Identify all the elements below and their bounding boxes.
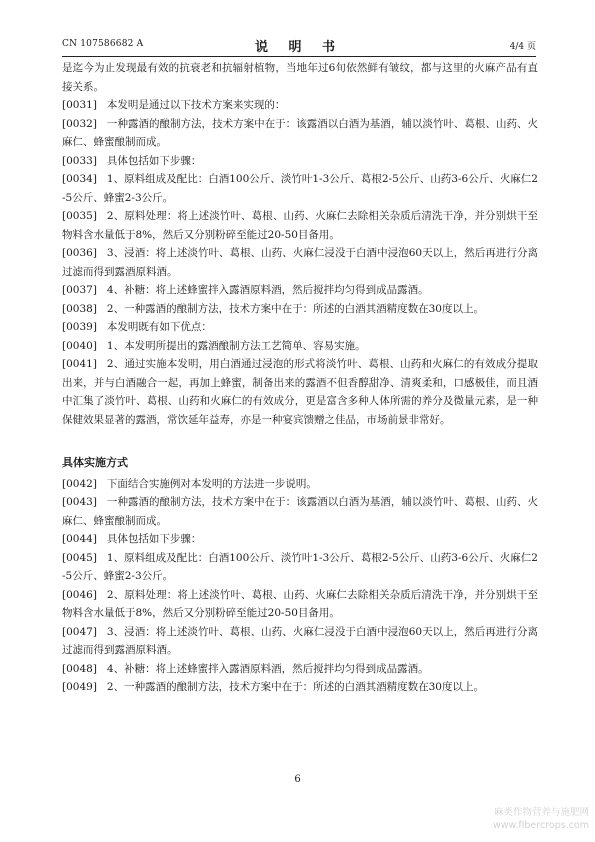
paragraph-text: 一种露酒的酿制方法，技术方案中在于：该露酒以白酒为基酒，辅以淡竹叶、葛根、山药、火麻仁、蜂蜜酿制而成。 xyxy=(62,117,538,148)
paragraph-number: [0043] xyxy=(62,496,97,508)
page-label: 4/4 页 xyxy=(509,42,536,52)
paragraph-text: 2、一种露酒的酿制方法，技术方案中在于：所述的白酒其酒精度数在30度以上。 xyxy=(106,302,484,315)
paragraph-number: [0049] xyxy=(62,681,97,693)
paragraph-text: 1、原料组成及配比：白酒100公斤、淡竹叶1-3公斤、葛根2-5公斤、山药3-6公斤、火麻仁2-5公斤、蜂蜜2-3公斤。 xyxy=(62,551,538,582)
paragraph-number: [0041] xyxy=(62,358,97,370)
numbered-paragraph xyxy=(62,355,538,429)
paragraph-text: 下面结合实施例对本发明的方法进一步说明。 xyxy=(106,477,317,490)
numbered-paragraph xyxy=(62,660,538,679)
numbered-paragraph xyxy=(62,207,538,244)
numbered-paragraph xyxy=(62,115,538,152)
paragraph-number: [0047] xyxy=(62,625,97,638)
paragraph-text: 4、补糖：将上述蜂蜜拌入露酒原料酒，然后搅拌均匀得到成品露酒。 xyxy=(106,284,429,296)
paragraph-number: [0045] xyxy=(62,551,97,564)
numbered-paragraph xyxy=(62,281,538,300)
paragraph-number: [0042] xyxy=(62,477,97,490)
paragraph-number: [0048] xyxy=(62,662,97,675)
paragraph-number: [0032] xyxy=(62,117,97,130)
page-header xyxy=(62,36,536,54)
paragraph-number: [0046] xyxy=(62,588,97,601)
paragraph-text: 具体包括如下步骤： xyxy=(106,154,202,167)
numbered-paragraph xyxy=(62,96,538,115)
numbered-paragraph xyxy=(62,530,538,549)
watermark xyxy=(493,806,589,832)
watermark-url: www.fibercrops.com xyxy=(492,820,589,831)
numbered-paragraph xyxy=(62,244,538,281)
paragraph-text: 1、原料组成及配比：白酒100公斤、淡竹叶1-3公斤、葛根2-5公斤、山药3-6公斤、火麻仁2-5公斤、蜂蜜2-3公斤。 xyxy=(62,173,538,204)
numbered-paragraph xyxy=(62,318,538,337)
numbered-paragraph xyxy=(62,586,538,623)
numbered-paragraph xyxy=(62,549,538,586)
numbered-paragraph xyxy=(62,678,538,697)
document-title: 说 明 书 xyxy=(254,40,344,55)
description-body xyxy=(62,59,538,697)
paragraph-number: [0035] xyxy=(62,210,97,222)
paragraph-number: [0031] xyxy=(62,99,97,111)
paragraph-list-top xyxy=(62,96,538,429)
paragraph-text: 本发明是通过以下技术方案来实现的： xyxy=(106,99,286,111)
intro-paragraph: 是迄今为止发现最有效的抗衰老和抗辐射植物，当地年过6旬依然鲜有皱纹，都与这里的火麻产品有直接关系。 xyxy=(62,62,538,93)
paragraph-number: [0034] xyxy=(62,173,97,185)
paragraph-text: 2、原料处理：将上述淡竹叶、葛根、山药、火麻仁去除相关杂质后清洗干净，并分别烘干至物料含水量低于8%，然后又分别粉碎至能过20-50目备用。 xyxy=(62,588,538,619)
numbered-paragraph xyxy=(62,475,538,494)
paragraph-number: [0036] xyxy=(62,247,97,259)
header-divider xyxy=(62,56,536,57)
paragraph-text: 一种露酒的酿制方法，技术方案中在于：该露酒以白酒为基酒，辅以淡竹叶、葛根、山药、火麻仁、蜂蜜酿制而成。 xyxy=(62,496,538,527)
numbered-paragraph xyxy=(62,337,538,356)
paragraph-number: [0039] xyxy=(62,321,97,333)
page-number: 6 xyxy=(294,774,301,785)
section-heading: 具体实施方式 xyxy=(62,456,128,469)
paragraph-text: 1、本发明所提出的露酒酿制方法工艺简单、容易实施。 xyxy=(106,339,366,352)
paragraph-text: 2、通过实施本发明，用白酒通过浸泡的形式将淡竹叶、葛根、山药和火麻仁的有效成分提取出来，并与白酒融合一起，再加上蜂蜜，制备出来的露酒不但香醇甜净、清爽柔和，口感极佳，而且酒中汇集了淡竹叶、葛根、山药和火麻仁的有效成分，更是富含多种人体所需的养分及微量元素，是一种保健效果显著的露酒，常饮延年益寿，亦是一种宴宾馈赠之佳品，市场前景非常好。 xyxy=(62,358,538,426)
paragraph-text: 2、一种露酒的酿制方法，技术方案中在于：所述的白酒其酒精度数在30度以上。 xyxy=(106,681,484,693)
paragraph-text: 具体包括如下步骤： xyxy=(106,533,202,545)
paragraph-number: [0033] xyxy=(62,154,97,167)
numbered-paragraph xyxy=(62,300,538,319)
numbered-paragraph xyxy=(62,493,538,530)
paragraph-number: [0044] xyxy=(62,533,97,545)
paragraph-number: [0037] xyxy=(62,284,97,296)
numbered-paragraph xyxy=(62,152,538,171)
watermark-site-name: 麻类作物营养与施肥网 xyxy=(493,807,589,818)
paragraph-text: 3、浸酒：将上述淡竹叶、葛根、山药、火麻仁浸没于白酒中浸泡60天以上，然后再进行分离过滤而得到露酒原料酒。 xyxy=(62,247,538,278)
publication-number: CN 107586682 A xyxy=(62,39,144,49)
paragraph-text: 4、补糖：将上述蜂蜜拌入露酒原料酒，然后搅拌均匀得到成品露酒。 xyxy=(106,662,429,675)
paragraph-text: 本发明既有如下优点： xyxy=(106,321,212,333)
numbered-paragraph xyxy=(62,623,538,660)
numbered-paragraph xyxy=(62,170,538,207)
paragraph-list-bottom xyxy=(62,475,538,697)
paragraph-text: 3、浸酒：将上述淡竹叶、葛根、山药、火麻仁浸没于白酒中浸泡60天以上，然后再进行分离过滤而得到露酒原料酒。 xyxy=(62,625,538,656)
paragraph-number: [0040] xyxy=(62,339,97,352)
paragraph-number: [0038] xyxy=(62,302,97,315)
paragraph-text: 2、原料处理：将上述淡竹叶、葛根、山药、火麻仁去除相关杂质后清洗干净，并分别烘干至物料含水量低于8%，然后又分别粉碎至能过20-50目备用。 xyxy=(62,210,538,241)
